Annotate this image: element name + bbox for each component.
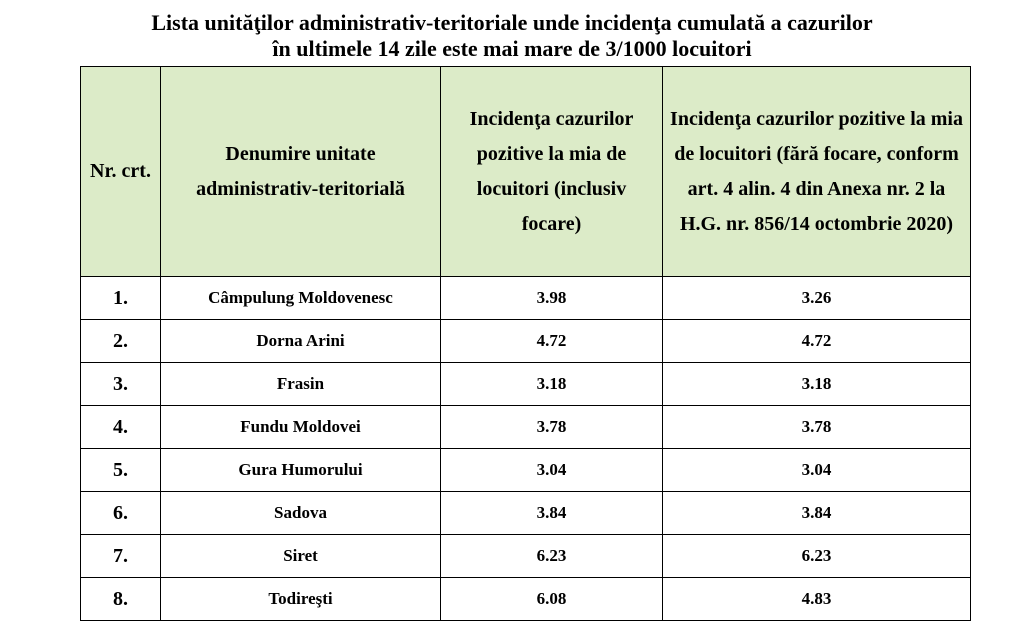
cell-name: Gura Humorului xyxy=(161,449,441,492)
table-row xyxy=(81,492,971,535)
cell-name: Siret xyxy=(161,535,441,578)
table-body xyxy=(81,277,971,621)
table-row xyxy=(81,363,971,406)
cell-name: Frasin xyxy=(161,363,441,406)
header-incidence-with-outbreaks xyxy=(441,67,663,277)
cell-incidence-without-outbreaks: 4.72 xyxy=(663,320,971,363)
title-line-1: Lista unităţilor administrativ-teritoriale unde incidenţa cumulată a cazurilor xyxy=(151,10,873,35)
cell-incidence-with-outbreaks: 3.18 xyxy=(441,363,663,406)
table-row xyxy=(81,277,971,320)
header-incidence-with-outbreaks-label: Incidenţa cazurilor pozitive la mia de locuitori (inclusiv focare) xyxy=(469,107,634,235)
header-row xyxy=(81,67,971,277)
cell-incidence-with-outbreaks: 6.08 xyxy=(441,578,663,621)
cell-nr: 4. xyxy=(81,406,161,449)
cell-incidence-without-outbreaks: 3.26 xyxy=(663,277,971,320)
table-row xyxy=(81,406,971,449)
table-row xyxy=(81,449,971,492)
cell-name: Câmpulung Moldovenesc xyxy=(161,277,441,320)
cell-incidence-with-outbreaks: 3.78 xyxy=(441,406,663,449)
document-title xyxy=(0,10,1024,62)
table-header xyxy=(81,67,971,277)
cell-incidence-with-outbreaks: 3.04 xyxy=(441,449,663,492)
cell-nr: 7. xyxy=(81,535,161,578)
cell-incidence-without-outbreaks: 3.04 xyxy=(663,449,971,492)
cell-name: Fundu Moldovei xyxy=(161,406,441,449)
cell-name: Dorna Arini xyxy=(161,320,441,363)
header-nr xyxy=(81,67,161,277)
cell-incidence-with-outbreaks: 6.23 xyxy=(441,535,663,578)
cell-nr: 1. xyxy=(81,277,161,320)
cell-incidence-without-outbreaks: 4.83 xyxy=(663,578,971,621)
cell-incidence-with-outbreaks: 3.84 xyxy=(441,492,663,535)
cell-nr: 6. xyxy=(81,492,161,535)
cell-incidence-without-outbreaks: 3.18 xyxy=(663,363,971,406)
cell-nr: 2. xyxy=(81,320,161,363)
header-incidence-without-outbreaks xyxy=(663,67,971,277)
cell-name: Sadova xyxy=(161,492,441,535)
cell-incidence-with-outbreaks: 3.98 xyxy=(441,277,663,320)
title-line-2: în ultimele 14 zile este mai mare de 3/1000 locuitori xyxy=(272,36,752,61)
table-row xyxy=(81,535,971,578)
header-name-label: Denumire unitate administrativ-teritorială xyxy=(196,142,405,200)
cell-incidence-with-outbreaks: 4.72 xyxy=(441,320,663,363)
cell-nr: 8. xyxy=(81,578,161,621)
cell-incidence-without-outbreaks: 3.84 xyxy=(663,492,971,535)
cell-nr: 5. xyxy=(81,449,161,492)
cell-incidence-without-outbreaks: 6.23 xyxy=(663,535,971,578)
incidence-table xyxy=(80,66,971,621)
table-row xyxy=(81,578,971,621)
cell-incidence-without-outbreaks: 3.78 xyxy=(663,406,971,449)
table-row xyxy=(81,320,971,363)
cell-nr: 3. xyxy=(81,363,161,406)
cell-name: Todireşti xyxy=(161,578,441,621)
header-nr-label: Nr. crt. xyxy=(90,160,151,182)
header-name xyxy=(161,67,441,277)
header-incidence-without-outbreaks-label: Incidenţa cazurilor pozitive la mia de locuitori (fără focare, conform art. 4 alin. 4 din Anexa nr. 2 la H.G. nr. 856/14 octombrie 2020) xyxy=(670,107,963,235)
